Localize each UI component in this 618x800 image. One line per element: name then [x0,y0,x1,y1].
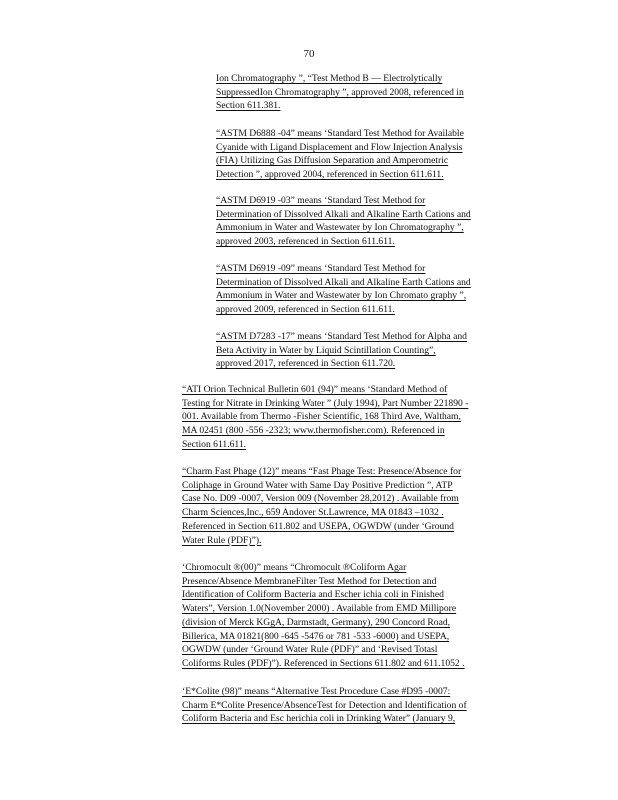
definition-paragraph [216,262,532,317]
paragraph-line: Charm Sciences,Inc., 659 Andover St.Lawrence, MA 01843 –1032 . [182,507,444,519]
definition-paragraph [216,127,532,182]
definition-paragraph [216,330,532,371]
paragraph-line: “Charm Fast Phage (12)” means “Fast Phage Test: Presence/Absence for [182,466,462,477]
paragraph-line: ‘Chromocult ®(00)” means “Chromocult ®Coliform Agar [182,562,407,573]
paragraph-line: “ASTM D6919 -09” means ‘Standard Test Method for [216,263,426,274]
paragraph-line: ‘E*Colite (98)” means “Alternative Test Procedure Case #D95 -0007: [182,686,451,697]
paragraph-line: Section 611.611. [182,438,247,450]
definition-paragraph [182,383,538,452]
paragraph-line: “ASTM D7283 -17” means ‘Standard Test Method for Alpha and [216,331,467,342]
paragraph-line: Coliphage in Ground Water with Same Day Positive Prediction ”, ATP [182,479,453,491]
paragraph-line: Ion Chromatography ”, “Test Method B — Electrolytically [216,73,443,84]
definition-paragraph [216,194,532,249]
paragraph-line: Determination of Dissolved Alkali and Alkaline Earth Cations and [216,276,471,288]
paragraph-line: OGWDW (under ‘Ground Water Rule (PDF)” and ‘Revised Totasl [182,644,438,656]
paragraph-line: Ammonium in Water and Wastewater by Ion Chromatography ”, [216,222,464,234]
definition-paragraph [216,72,532,113]
paragraph-line: “ASTM D6919 -03” means ‘Standard Test Method for [216,195,426,206]
paragraph-line: Charm E*Colite Presence/AbsenceTest for Detection and Identification of [182,699,467,711]
paragraph-line: Detection ”, approved 2004, referenced in Section 611.611. [216,169,444,181]
paragraph-line: approved 2003, referenced in Section 611.611. [216,236,395,248]
paragraph-line: Identification of Coliform Bacteria and Escher ichia coli in Finished [182,589,444,601]
paragraph-line: Beta Activity in Water by Liquid Scintillation Counting”, [216,344,436,356]
paragraph-line: 001. Available from Thermo -Fisher Scientific, 168 Third Ave, Waltham, [182,411,461,423]
page-number: 70 [303,48,315,60]
paragraph-line: SuppressedIon Chromatography ”, approved 2008, referenced in [216,86,464,98]
paragraph-line: “ASTM D6888 -04” means ‘Standard Test Method for Available [216,128,464,139]
paragraph-line: Case No. D09 -0007, Version 009 (November 28,2012) . Available from [182,493,459,505]
definition-paragraph [182,685,538,726]
paragraph-line: Ammonium in Water and Wastewater by Ion Chromato graphy ”, [216,290,467,302]
definition-paragraph [182,561,538,671]
paragraph-line: (division of Merck KGgA, Darmstadt, Germany), 290 Concord Road, [182,616,451,628]
paragraph-line: Coliform Bacteria and Esc herichia coli in Drinking Water” (January 9, [182,713,456,725]
paragraph-line: Section 611.381. [216,100,281,112]
paragraph-line: Coliforms Rules (PDF)”). Referenced in Sections 611.802 and 611.1052 . [182,657,465,669]
paragraph-line: Water Rule (PDF)”). [182,534,262,546]
paragraph-line: Presence/Absence MembraneFilter Test Method for Detection and [182,575,437,587]
paragraph-line: approved 2009, referenced in Section 611.611. [216,304,395,316]
definition-paragraph [182,465,538,547]
paragraph-line: Cyanide with Ligand Displacement and Flow Injection Analysis [216,141,463,153]
paragraph-line: approved 2017, referenced in Section 611.720. [216,358,396,370]
paragraph-line: Referenced in Section 611.802 and USEPA, OGWDW (under ‘Ground [182,520,454,532]
paragraph-line: “ATI Orion Technical Bulletin 601 (94)” means ‘Standard Method of [182,384,448,395]
paragraph-line: Waters”, Version 1.0(November 2000) . Available from EMD Millipore [182,603,457,615]
paragraph-line: Testing for Nitrate in Drinking Water ” (July 1994), Part Number 221890 - [182,397,469,409]
paragraph-line: Determination of Dissolved Alkali and Alkaline Earth Cations and [216,208,471,220]
paragraph-line: Billerica, MA 01821(800 -645 -5476 or 781 -533 -6000) and USEPA, [182,630,450,642]
paragraph-line: MA 02451 (800 -556 -2323; www.thermofisher.com). Referenced in [182,425,445,437]
paragraph-line: (FIA) Utilizing Gas Diffusion Separation and Amperometric [216,155,449,167]
